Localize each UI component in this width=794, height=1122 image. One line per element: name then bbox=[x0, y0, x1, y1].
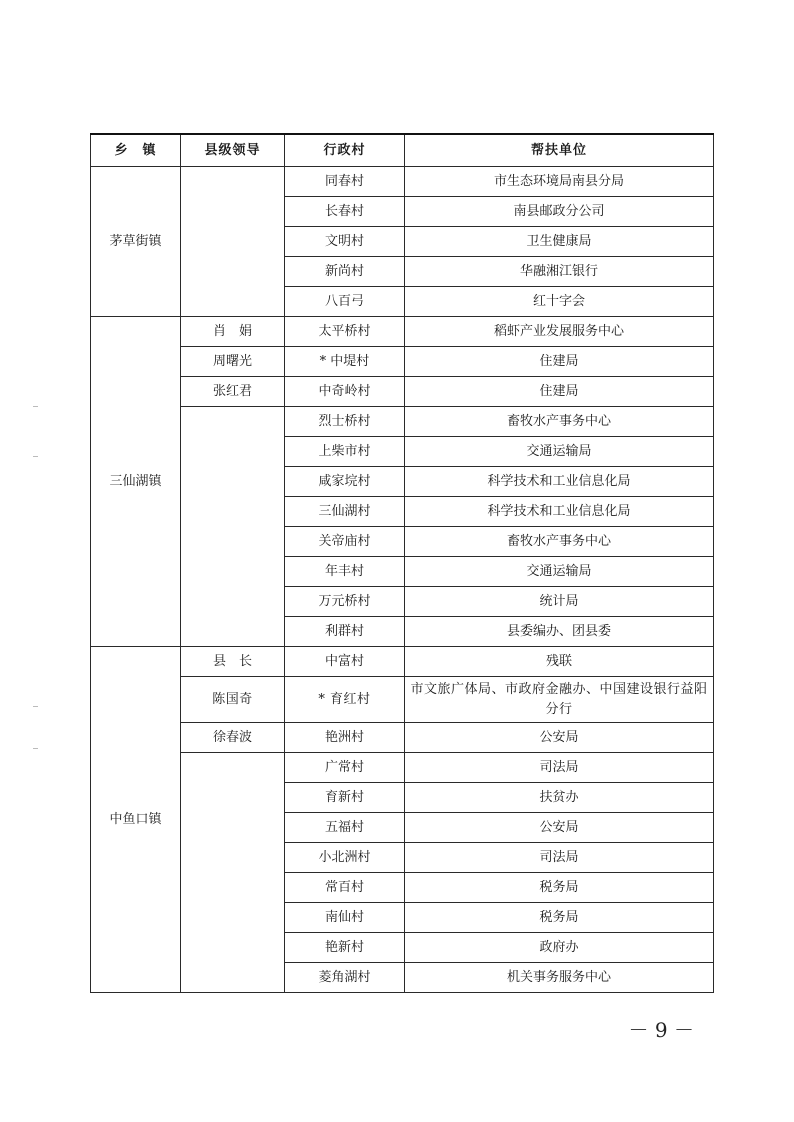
unit-cell: 畜牧水产事务中心 bbox=[405, 527, 714, 557]
leader-cell bbox=[181, 167, 285, 317]
village-cell: 艳洲村 bbox=[285, 723, 405, 753]
unit-cell: 市生态环境局南县分局 bbox=[405, 167, 714, 197]
village-cell: * 中堤村 bbox=[285, 347, 405, 377]
village-cell: 同春村 bbox=[285, 167, 405, 197]
unit-cell: 南县邮政分公司 bbox=[405, 197, 714, 227]
village-cell: 中奇岭村 bbox=[285, 377, 405, 407]
village-cell: 利群村 bbox=[285, 617, 405, 647]
leader-cell: 徐春波 bbox=[181, 723, 285, 753]
table-row bbox=[91, 317, 714, 347]
leader-cell bbox=[181, 407, 285, 647]
header-unit: 帮扶单位 bbox=[405, 134, 714, 167]
unit-cell: 科学技术和工业信息化局 bbox=[405, 497, 714, 527]
unit-cell: 政府办 bbox=[405, 933, 714, 963]
village-cell: 年丰村 bbox=[285, 557, 405, 587]
scan-mark bbox=[33, 406, 38, 407]
village-cell: * 育红村 bbox=[285, 677, 405, 723]
scan-mark bbox=[33, 456, 38, 457]
unit-cell: 扶贫办 bbox=[405, 783, 714, 813]
scan-mark bbox=[33, 748, 38, 749]
unit-cell: 住建局 bbox=[405, 377, 714, 407]
header-leader: 县级领导 bbox=[181, 134, 285, 167]
table-header-row bbox=[91, 134, 714, 167]
village-cell: 上柴市村 bbox=[285, 437, 405, 467]
table-row bbox=[91, 723, 714, 753]
unit-cell: 公安局 bbox=[405, 813, 714, 843]
unit-cell: 机关事务服务中心 bbox=[405, 963, 714, 993]
village-cell: 中富村 bbox=[285, 647, 405, 677]
leader-cell: 张红君 bbox=[181, 377, 285, 407]
village-cell: 常百村 bbox=[285, 873, 405, 903]
unit-cell: 公安局 bbox=[405, 723, 714, 753]
page-number: － 9 － bbox=[628, 1018, 694, 1042]
leader-cell: 陈国奇 bbox=[181, 677, 285, 723]
unit-cell: 畜牧水产事务中心 bbox=[405, 407, 714, 437]
village-cell: 新尚村 bbox=[285, 257, 405, 287]
unit-cell: 交通运输局 bbox=[405, 437, 714, 467]
village-cell: 五福村 bbox=[285, 813, 405, 843]
village-cell: 万元桥村 bbox=[285, 587, 405, 617]
village-cell: 长春村 bbox=[285, 197, 405, 227]
scan-mark bbox=[33, 706, 38, 707]
unit-cell: 司法局 bbox=[405, 753, 714, 783]
header-town: 乡 镇 bbox=[91, 134, 181, 167]
leader-cell: 县 长 bbox=[181, 647, 285, 677]
header-village: 行政村 bbox=[285, 134, 405, 167]
village-cell: 菱角湖村 bbox=[285, 963, 405, 993]
village-cell: 广常村 bbox=[285, 753, 405, 783]
unit-cell: 红十字会 bbox=[405, 287, 714, 317]
village-cell: 艳新村 bbox=[285, 933, 405, 963]
leader-cell: 周曙光 bbox=[181, 347, 285, 377]
table-row bbox=[91, 407, 714, 437]
village-cell: 小北洲村 bbox=[285, 843, 405, 873]
unit-cell: 残联 bbox=[405, 647, 714, 677]
unit-cell: 交通运输局 bbox=[405, 557, 714, 587]
village-cell: 太平桥村 bbox=[285, 317, 405, 347]
town-cell: 三仙湖镇 bbox=[91, 317, 181, 647]
leader-cell: 肖 娟 bbox=[181, 317, 285, 347]
unit-cell: 市文旅广体局、市政府金融办、中国建设银行益阳分行 bbox=[405, 677, 714, 723]
village-cell: 文明村 bbox=[285, 227, 405, 257]
unit-cell: 华融湘江银行 bbox=[405, 257, 714, 287]
table-row bbox=[91, 167, 714, 197]
table-row bbox=[91, 753, 714, 783]
village-cell: 八百弓 bbox=[285, 287, 405, 317]
village-cell: 关帝庙村 bbox=[285, 527, 405, 557]
unit-cell: 统计局 bbox=[405, 587, 714, 617]
unit-cell: 司法局 bbox=[405, 843, 714, 873]
unit-cell: 稻虾产业发展服务中心 bbox=[405, 317, 714, 347]
village-cell: 南仙村 bbox=[285, 903, 405, 933]
unit-cell: 科学技术和工业信息化局 bbox=[405, 467, 714, 497]
town-cell: 茅草街镇 bbox=[91, 167, 181, 317]
village-cell: 三仙湖村 bbox=[285, 497, 405, 527]
town-cell: 中鱼口镇 bbox=[91, 647, 181, 993]
unit-cell: 县委编办、团县委 bbox=[405, 617, 714, 647]
village-cell: 烈士桥村 bbox=[285, 407, 405, 437]
village-cell: 育新村 bbox=[285, 783, 405, 813]
village-cell: 咸家垸村 bbox=[285, 467, 405, 497]
table-row bbox=[91, 377, 714, 407]
leader-cell bbox=[181, 753, 285, 993]
unit-cell: 住建局 bbox=[405, 347, 714, 377]
table-row bbox=[91, 647, 714, 677]
unit-cell: 税务局 bbox=[405, 903, 714, 933]
table-row bbox=[91, 347, 714, 377]
assistance-table bbox=[90, 133, 714, 993]
unit-cell: 税务局 bbox=[405, 873, 714, 903]
table-row bbox=[91, 677, 714, 723]
unit-cell: 卫生健康局 bbox=[405, 227, 714, 257]
